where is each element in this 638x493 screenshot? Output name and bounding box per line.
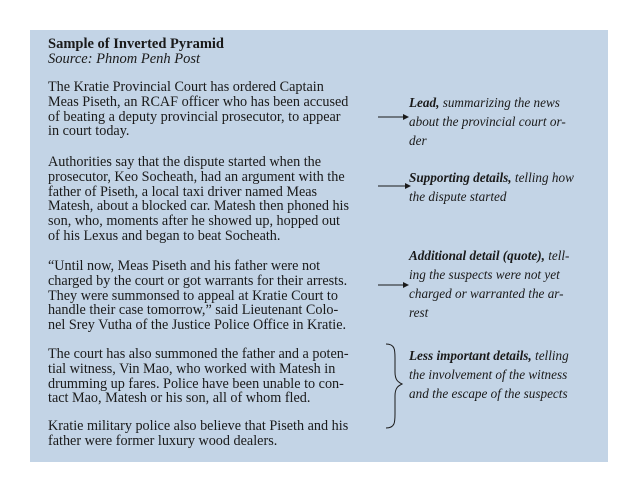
paragraph-line: tial witness, Vin Mao, who worked with Matesh in xyxy=(48,360,336,377)
paragraph-line: tact Mao, Matesh or his son, all of whom fled. xyxy=(48,390,311,407)
annotation-label: Lead, xyxy=(409,95,440,110)
paragraph-line: “Until now, Meas Piseth and his father were not xyxy=(48,258,321,274)
paragraph-line: father were former luxury wood dealers. xyxy=(48,432,278,449)
paragraph-line: The Kratie Provincial Court has ordered Captain xyxy=(48,79,324,95)
paragraph-line: of his Lexus and began to beat Socheath. xyxy=(48,227,281,244)
annotation-label: Additional detail (quote), xyxy=(409,248,545,263)
annotation-text: charged or warranted the ar- xyxy=(409,286,564,301)
paragraph-line: drumming up fares. Police have been unable to con- xyxy=(48,375,344,392)
paragraph-line: Matesh, about a blocked car. Matesh then phoned his xyxy=(48,198,350,215)
paragraph-line: charged by the court or got warrants for their arrests. xyxy=(48,272,348,289)
slide-title: Sample of Inverted Pyramid xyxy=(48,36,224,52)
paragraph-line: Kratie military police also believe that Piseth and his xyxy=(48,418,349,434)
paragraph-line: in court today. xyxy=(48,123,130,140)
annotation-text: rest xyxy=(409,305,429,320)
paragraph-line: handle their case tomorrow,” said Lieutenant Colo- xyxy=(48,302,339,319)
paragraph-line: of beating a deputy provincial prosecutor, to appear xyxy=(48,108,341,125)
paragraph-line: Meas Piseth, an RCAF officer who has been accused xyxy=(48,93,349,110)
paragraph-line: father of Piseth, a local taxi driver named Meas xyxy=(48,183,318,200)
annotation-text: summarizing the news xyxy=(439,95,560,110)
brace-less-important xyxy=(386,344,402,428)
annotation-text: tell- xyxy=(544,248,570,263)
annotation-text: the dispute started xyxy=(409,189,507,204)
paragraph-line: nel Srey Vutha of the Justice Police Office in Kratie. xyxy=(48,317,347,334)
annotation-label: Less important details, xyxy=(409,348,532,363)
paragraph-line: son, who, moments after he showed up, hopped out xyxy=(48,213,340,230)
paragraph-line: Authorities say that the dispute started when the xyxy=(48,154,322,170)
annotation-text: der xyxy=(409,133,427,148)
paragraph-line: They were summonsed to appeal at Kratie Court to xyxy=(48,287,338,304)
paragraph-line: prosecutor, Keo Socheath, had an argument with the xyxy=(48,168,345,185)
annotation-text: the involvement of the witness xyxy=(409,367,568,382)
paragraph-line: The court has also summoned the father and a poten- xyxy=(48,346,349,362)
annotation-label: Supporting details, xyxy=(409,170,512,185)
annotation-text: and the escape of the suspects xyxy=(409,386,568,401)
source-line: Source: Phnom Penh Post xyxy=(48,51,201,67)
annotation-text: about the provincial court or- xyxy=(409,114,566,129)
annotation-text: ing the suspects were not yet xyxy=(409,267,560,282)
annotation-text: telling xyxy=(531,348,569,363)
annotation-text: telling how xyxy=(511,170,574,185)
